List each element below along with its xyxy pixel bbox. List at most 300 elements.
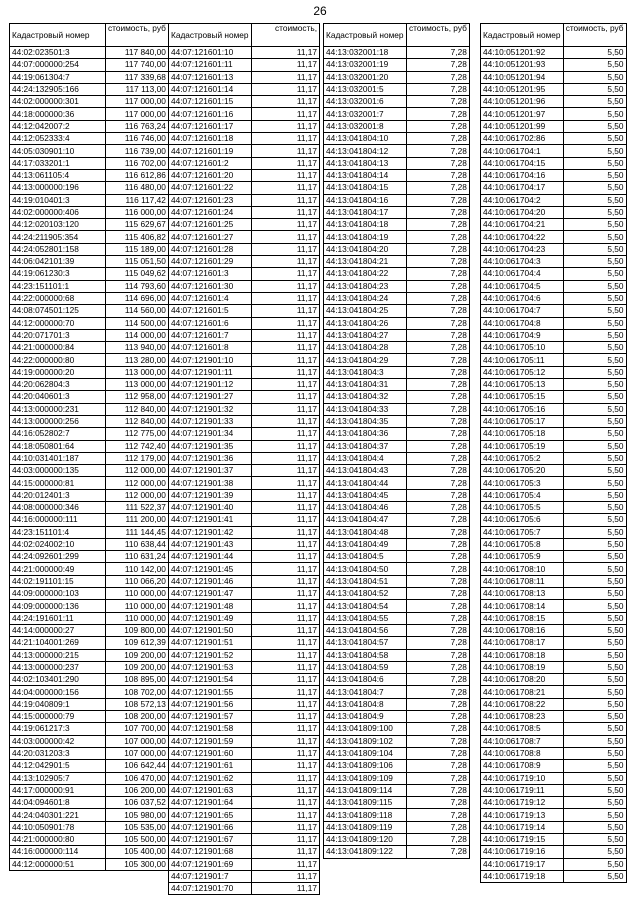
- cost-cell: 5,50: [563, 169, 626, 181]
- table-row: [481, 182, 627, 194]
- table-row: [169, 219, 320, 231]
- cost-cell: 11,17: [252, 219, 320, 231]
- cost-cell: 11,17: [252, 120, 320, 132]
- table-row: [169, 342, 320, 354]
- table-row: [324, 514, 470, 526]
- cost-cell: 5,50: [563, 268, 626, 280]
- table-row: [10, 219, 169, 231]
- cadastral-number-cell: 44:07:121901:51: [169, 637, 252, 649]
- table-row: [10, 735, 169, 747]
- table-row: [169, 243, 320, 255]
- table-row: [169, 600, 320, 612]
- cost-cell: 109 200,00: [106, 649, 169, 661]
- table-row: [169, 206, 320, 218]
- table-row: [481, 858, 627, 870]
- cadastral-number-cell: 44:13:041804:3: [324, 366, 407, 378]
- cost-cell: 11,17: [252, 747, 320, 759]
- cadastral-number-cell: 44:10:061704:7: [481, 305, 564, 317]
- cost-cell: 11,17: [252, 231, 320, 243]
- cadastral-number-cell: 44:07:121901:32: [169, 403, 252, 415]
- cadastral-number-cell: 44:13:041809:115: [324, 797, 407, 809]
- table-row: [10, 797, 169, 809]
- table-row: [169, 575, 320, 587]
- cadastral-number-cell: 44:16:000000:114: [10, 846, 106, 858]
- cadastral-cost-table-2: [168, 23, 320, 895]
- cadastral-number-cell: 44:07:121601:20: [169, 169, 252, 181]
- cadastral-number-cell: 44:07:121601:15: [169, 96, 252, 108]
- cadastral-number-cell: 44:10:061705:10: [481, 342, 564, 354]
- cost-cell: 7,28: [407, 760, 470, 772]
- cost-cell: 7,28: [407, 71, 470, 83]
- cost-cell: 5,50: [563, 784, 626, 796]
- cadastral-number-cell: 44:06:042101:39: [10, 256, 106, 268]
- cadastral-number-cell: 44:13:041809:119: [324, 821, 407, 833]
- table-row: [10, 686, 169, 698]
- cadastral-cost-table-1: [9, 23, 169, 871]
- cadastral-number-cell: 44:10:061719:13: [481, 809, 564, 821]
- cost-cell: 11,17: [252, 526, 320, 538]
- cost-cell: 114 560,00: [106, 305, 169, 317]
- table-row: [324, 772, 470, 784]
- table-row: [169, 612, 320, 624]
- cost-cell: 105 300,00: [106, 858, 169, 870]
- cost-cell: 7,28: [407, 145, 470, 157]
- table-row: [169, 797, 320, 809]
- cadastral-number-cell: 44:13:041804:49: [324, 538, 407, 550]
- cadastral-number-cell: 44:16:052802:7: [10, 428, 106, 440]
- cadastral-number-cell: 44:10:061708:15: [481, 612, 564, 624]
- table-row: [481, 526, 627, 538]
- cost-cell: 116 763,24: [106, 120, 169, 132]
- cadastral-number-cell: 44:13:041804:48: [324, 526, 407, 538]
- cost-cell: 11,17: [252, 883, 320, 895]
- cadastral-number-cell: 44:24:211905:354: [10, 231, 106, 243]
- cost-cell: 7,28: [407, 268, 470, 280]
- cost-cell: 7,28: [407, 317, 470, 329]
- table-row: [481, 415, 627, 427]
- table-row: [481, 120, 627, 132]
- cadastral-number-cell: 44:13:041804:10: [324, 133, 407, 145]
- cost-cell: 7,28: [407, 809, 470, 821]
- cadastral-number-cell: 44:10:061704:15: [481, 157, 564, 169]
- cadastral-number-cell: 44:13:032001:8: [324, 120, 407, 132]
- cost-cell: 7,28: [407, 834, 470, 846]
- cost-cell: 108 572,13: [106, 698, 169, 710]
- table-row: [10, 563, 169, 575]
- cost-cell: 7,28: [407, 428, 470, 440]
- cost-cell: 7,28: [407, 563, 470, 575]
- cadastral-number-cell: 44:13:041804:57: [324, 637, 407, 649]
- header-cadastral-number: Кадастровый номер: [169, 24, 252, 47]
- cost-cell: 113 000,00: [106, 379, 169, 391]
- table-row: [169, 772, 320, 784]
- table-row: [10, 379, 169, 391]
- table-row: [169, 809, 320, 821]
- cadastral-number-cell: 44:07:121901:62: [169, 772, 252, 784]
- table-row: [169, 563, 320, 575]
- table-row: [481, 674, 627, 686]
- cost-cell: 114 000,00: [106, 329, 169, 341]
- cadastral-number-cell: 44:13:041804:44: [324, 477, 407, 489]
- cost-cell: 11,17: [252, 772, 320, 784]
- cadastral-number-cell: 44:07:121901:12: [169, 379, 252, 391]
- table-row: [324, 329, 470, 341]
- cost-cell: 109 800,00: [106, 624, 169, 636]
- cadastral-number-cell: 44:10:061704:3: [481, 256, 564, 268]
- cost-cell: 5,50: [563, 354, 626, 366]
- cadastral-number-cell: 44:07:121601:25: [169, 219, 252, 231]
- table-row: [481, 403, 627, 415]
- cadastral-number-cell: 44:10:061704:8: [481, 317, 564, 329]
- table-row: [10, 157, 169, 169]
- cadastral-number-cell: 44:07:121601:6: [169, 317, 252, 329]
- cost-cell: 7,28: [407, 219, 470, 231]
- cost-cell: 11,17: [252, 465, 320, 477]
- table-row: [169, 194, 320, 206]
- table-row: [324, 379, 470, 391]
- table-row: [324, 711, 470, 723]
- table-row: [324, 194, 470, 206]
- cadastral-number-cell: 44:20:031203:3: [10, 747, 106, 759]
- table-row: [169, 870, 320, 882]
- cost-cell: 7,28: [407, 403, 470, 415]
- cost-cell: 11,17: [252, 870, 320, 882]
- table-row: [481, 477, 627, 489]
- cost-cell: 5,50: [563, 612, 626, 624]
- cost-cell: 7,28: [407, 649, 470, 661]
- cadastral-number-cell: 44:10:061708:23: [481, 711, 564, 723]
- table-row: [169, 133, 320, 145]
- cost-cell: 5,50: [563, 305, 626, 317]
- cost-cell: 5,50: [563, 797, 626, 809]
- cost-cell: 5,50: [563, 624, 626, 636]
- table-row: [169, 366, 320, 378]
- cadastral-number-cell: 44:07:121601:22: [169, 182, 252, 194]
- table-row: [169, 292, 320, 304]
- cadastral-number-cell: 44:13:041809:106: [324, 760, 407, 772]
- cadastral-number-cell: 44:10:061705:18: [481, 428, 564, 440]
- table-row: [481, 698, 627, 710]
- table-row: [481, 83, 627, 95]
- cost-cell: 7,28: [407, 256, 470, 268]
- table-row: [169, 440, 320, 452]
- cost-cell: 5,50: [563, 465, 626, 477]
- cost-cell: 105 535,00: [106, 821, 169, 833]
- table-row: [169, 883, 320, 895]
- cost-cell: 105 980,00: [106, 809, 169, 821]
- cost-cell: 115 049,62: [106, 268, 169, 280]
- cadastral-number-cell: 44:10:061705:17: [481, 415, 564, 427]
- page-number: 26: [313, 4, 327, 18]
- table-row: [10, 465, 169, 477]
- cost-cell: 7,28: [407, 698, 470, 710]
- cadastral-number-cell: 44:13:041804:27: [324, 329, 407, 341]
- table-row: [10, 526, 169, 538]
- table-row: [169, 256, 320, 268]
- cadastral-number-cell: 44:09:000000:136: [10, 600, 106, 612]
- cost-cell: 117 740,00: [106, 59, 169, 71]
- cadastral-number-cell: 44:10:061702:86: [481, 133, 564, 145]
- table-row: [324, 268, 470, 280]
- header-cost: стоимость, руб: [407, 24, 470, 47]
- table-row: [10, 305, 169, 317]
- cost-cell: 110 631,24: [106, 551, 169, 563]
- table-row: [169, 428, 320, 440]
- table-row: [481, 157, 627, 169]
- table-row: [10, 760, 169, 772]
- cost-cell: 11,17: [252, 735, 320, 747]
- table-row: [10, 83, 169, 95]
- cadastral-number-cell: 44:10:061708:11: [481, 575, 564, 587]
- cost-cell: 109 612,39: [106, 637, 169, 649]
- cadastral-number-cell: 44:07:121901:60: [169, 747, 252, 759]
- cost-cell: 11,17: [252, 268, 320, 280]
- cost-cell: 114 696,00: [106, 292, 169, 304]
- cost-cell: 5,50: [563, 637, 626, 649]
- cost-cell: 109 200,00: [106, 661, 169, 673]
- cost-cell: 11,17: [252, 501, 320, 513]
- cadastral-number-cell: 44:10:051201:99: [481, 120, 564, 132]
- cadastral-number-cell: 44:20:062804:3: [10, 379, 106, 391]
- table-row: [169, 834, 320, 846]
- table-row: [10, 182, 169, 194]
- cadastral-number-cell: 44:13:041804:7: [324, 686, 407, 698]
- cost-cell: 112 840,00: [106, 415, 169, 427]
- cost-cell: 11,17: [252, 834, 320, 846]
- cadastral-number-cell: 44:13:041809:109: [324, 772, 407, 784]
- cadastral-number-cell: 44:10:061704:22: [481, 231, 564, 243]
- table-row: [481, 317, 627, 329]
- table-row: [10, 612, 169, 624]
- table-row: [169, 821, 320, 833]
- cadastral-number-cell: 44:10:061705:7: [481, 526, 564, 538]
- cost-cell: 11,17: [252, 305, 320, 317]
- table-row: [324, 317, 470, 329]
- cost-cell: 108 895,00: [106, 674, 169, 686]
- table-row: [324, 292, 470, 304]
- cadastral-number-cell: 44:07:121901:63: [169, 784, 252, 796]
- header-cadastral-number: Кадастровый номер: [324, 24, 407, 47]
- cadastral-number-cell: 44:13:041804:4: [324, 452, 407, 464]
- cost-cell: 5,50: [563, 501, 626, 513]
- cost-cell: 5,50: [563, 317, 626, 329]
- cost-cell: 111 522,37: [106, 501, 169, 513]
- table-row: [10, 600, 169, 612]
- cost-cell: 5,50: [563, 661, 626, 673]
- cost-cell: 5,50: [563, 133, 626, 145]
- cadastral-number-cell: 44:24:052801:158: [10, 243, 106, 255]
- cadastral-number-cell: 44:13:041804:26: [324, 317, 407, 329]
- cost-cell: 5,50: [563, 194, 626, 206]
- cost-cell: 7,28: [407, 477, 470, 489]
- cost-cell: 7,28: [407, 133, 470, 145]
- cadastral-number-cell: 44:10:061704:5: [481, 280, 564, 292]
- cadastral-number-cell: 44:13:041804:35: [324, 415, 407, 427]
- table-row: [324, 649, 470, 661]
- cost-cell: 7,28: [407, 575, 470, 587]
- cadastral-number-cell: 44:10:061704:1: [481, 145, 564, 157]
- table-row: [10, 317, 169, 329]
- table-row: [324, 108, 470, 120]
- cost-cell: 5,50: [563, 649, 626, 661]
- cost-cell: 106 037,52: [106, 797, 169, 809]
- cost-cell: 7,28: [407, 366, 470, 378]
- cost-cell: 7,28: [407, 846, 470, 858]
- table-row: [481, 735, 627, 747]
- cost-cell: 106 470,00: [106, 772, 169, 784]
- cadastral-number-cell: 44:15:000000:79: [10, 711, 106, 723]
- table-row: [10, 452, 169, 464]
- cost-cell: 7,28: [407, 784, 470, 796]
- cadastral-number-cell: 44:07:121901:50: [169, 624, 252, 636]
- cost-cell: 7,28: [407, 514, 470, 526]
- cost-cell: 5,50: [563, 47, 626, 59]
- table-row: [481, 440, 627, 452]
- cost-cell: 7,28: [407, 747, 470, 759]
- cadastral-number-cell: 44:10:051201:97: [481, 108, 564, 120]
- cadastral-number-cell: 44:02:023501:3: [10, 47, 106, 59]
- cost-cell: 7,28: [407, 661, 470, 673]
- table-row: [481, 514, 627, 526]
- table-row: [169, 624, 320, 636]
- cost-cell: 11,17: [252, 698, 320, 710]
- cadastral-number-cell: 44:10:061708:21: [481, 686, 564, 698]
- table-row: [481, 169, 627, 181]
- cadastral-number-cell: 44:07:121601:18: [169, 133, 252, 145]
- table-row: [324, 575, 470, 587]
- cadastral-number-cell: 44:13:032001:18: [324, 47, 407, 59]
- cadastral-number-cell: 44:16:000000:111: [10, 514, 106, 526]
- table-row: [481, 637, 627, 649]
- cadastral-number-cell: 44:10:061719:16: [481, 846, 564, 858]
- table-row: [169, 501, 320, 513]
- cadastral-number-cell: 44:10:061704:4: [481, 268, 564, 280]
- cost-cell: 7,28: [407, 157, 470, 169]
- table-row: [324, 501, 470, 513]
- cadastral-number-cell: 44:13:041804:12: [324, 145, 407, 157]
- table-row: [169, 637, 320, 649]
- cost-cell: 7,28: [407, 96, 470, 108]
- cost-cell: 7,28: [407, 243, 470, 255]
- table-row: [169, 182, 320, 194]
- cadastral-number-cell: 44:19:040809:1: [10, 698, 106, 710]
- cost-cell: 5,50: [563, 575, 626, 587]
- cost-cell: 110 142,00: [106, 563, 169, 575]
- table-row: [10, 698, 169, 710]
- table-row: [169, 403, 320, 415]
- cadastral-number-cell: 44:08:000000:346: [10, 501, 106, 513]
- cadastral-number-cell: 44:07:121601:16: [169, 108, 252, 120]
- cost-cell: 11,17: [252, 661, 320, 673]
- cost-cell: 7,28: [407, 452, 470, 464]
- cost-cell: 107 000,00: [106, 747, 169, 759]
- cost-cell: 5,50: [563, 477, 626, 489]
- cost-cell: 7,28: [407, 47, 470, 59]
- table-row: [324, 846, 470, 858]
- cost-cell: 7,28: [407, 501, 470, 513]
- cost-cell: 5,50: [563, 846, 626, 858]
- cadastral-number-cell: 44:07:121601:4: [169, 292, 252, 304]
- cadastral-number-cell: 44:10:061719:12: [481, 797, 564, 809]
- table-row: [169, 698, 320, 710]
- cadastral-number-cell: 44:07:121901:10: [169, 354, 252, 366]
- cadastral-number-cell: 44:13:041809:104: [324, 747, 407, 759]
- cadastral-number-cell: 44:13:041804:15: [324, 182, 407, 194]
- table-row: [324, 83, 470, 95]
- table-row: [324, 157, 470, 169]
- cadastral-number-cell: 44:13:041804:23: [324, 280, 407, 292]
- cadastral-number-cell: 44:10:051201:94: [481, 71, 564, 83]
- cost-cell: 7,28: [407, 538, 470, 550]
- table-row: [10, 551, 169, 563]
- table-row: [169, 391, 320, 403]
- cost-cell: 7,28: [407, 821, 470, 833]
- table-row: [10, 96, 169, 108]
- cadastral-number-cell: 44:10:061708:13: [481, 588, 564, 600]
- table-row: [481, 47, 627, 59]
- cadastral-number-cell: 44:13:032001:19: [324, 59, 407, 71]
- cadastral-number-cell: 44:13:000000:237: [10, 661, 106, 673]
- cost-cell: 115 051,50: [106, 256, 169, 268]
- cadastral-number-cell: 44:13:041804:56: [324, 624, 407, 636]
- table-row: [169, 465, 320, 477]
- table-row: [481, 145, 627, 157]
- cost-cell: 113 280,00: [106, 354, 169, 366]
- cost-cell: 5,50: [563, 329, 626, 341]
- cost-cell: 11,17: [252, 452, 320, 464]
- cadastral-number-cell: 44:07:121901:54: [169, 674, 252, 686]
- cadastral-number-cell: 44:10:061704:17: [481, 182, 564, 194]
- cost-cell: 7,28: [407, 231, 470, 243]
- cadastral-number-cell: 44:10:061719:11: [481, 784, 564, 796]
- cadastral-number-cell: 44:04:094601:8: [10, 797, 106, 809]
- table-row: [481, 342, 627, 354]
- cost-cell: 5,50: [563, 415, 626, 427]
- cadastral-number-cell: 44:07:121901:52: [169, 649, 252, 661]
- table-row: [10, 834, 169, 846]
- cost-cell: 5,50: [563, 71, 626, 83]
- cadastral-number-cell: 44:07:121901:55: [169, 686, 252, 698]
- cadastral-cost-table-4: [480, 23, 627, 883]
- cost-cell: 117 000,00: [106, 108, 169, 120]
- cadastral-number-cell: 44:13:041804:50: [324, 563, 407, 575]
- table-row: [324, 403, 470, 415]
- cadastral-number-cell: 44:07:121901:11: [169, 366, 252, 378]
- cost-cell: 116 117,42: [106, 194, 169, 206]
- cadastral-number-cell: 44:23:151101:1: [10, 280, 106, 292]
- cadastral-number-cell: 44:10:061705:2: [481, 452, 564, 464]
- cost-cell: 7,28: [407, 169, 470, 181]
- table-row: [10, 391, 169, 403]
- table-row: [169, 649, 320, 661]
- table-row: [10, 588, 169, 600]
- cost-cell: 11,17: [252, 194, 320, 206]
- cost-cell: 5,50: [563, 698, 626, 710]
- cadastral-cost-table-3: [323, 23, 470, 859]
- cadastral-number-cell: 44:07:121601:19: [169, 145, 252, 157]
- cost-cell: 7,28: [407, 305, 470, 317]
- cadastral-number-cell: 44:21:000000:80: [10, 834, 106, 846]
- cost-cell: 7,28: [407, 379, 470, 391]
- cost-cell: 115 189,00: [106, 243, 169, 255]
- table-row: [169, 784, 320, 796]
- cost-cell: 11,17: [252, 674, 320, 686]
- cadastral-number-cell: 44:13:041804:43: [324, 465, 407, 477]
- table-row: [169, 83, 320, 95]
- cost-cell: 11,17: [252, 784, 320, 796]
- table-row: [10, 231, 169, 243]
- cost-cell: 11,17: [252, 563, 320, 575]
